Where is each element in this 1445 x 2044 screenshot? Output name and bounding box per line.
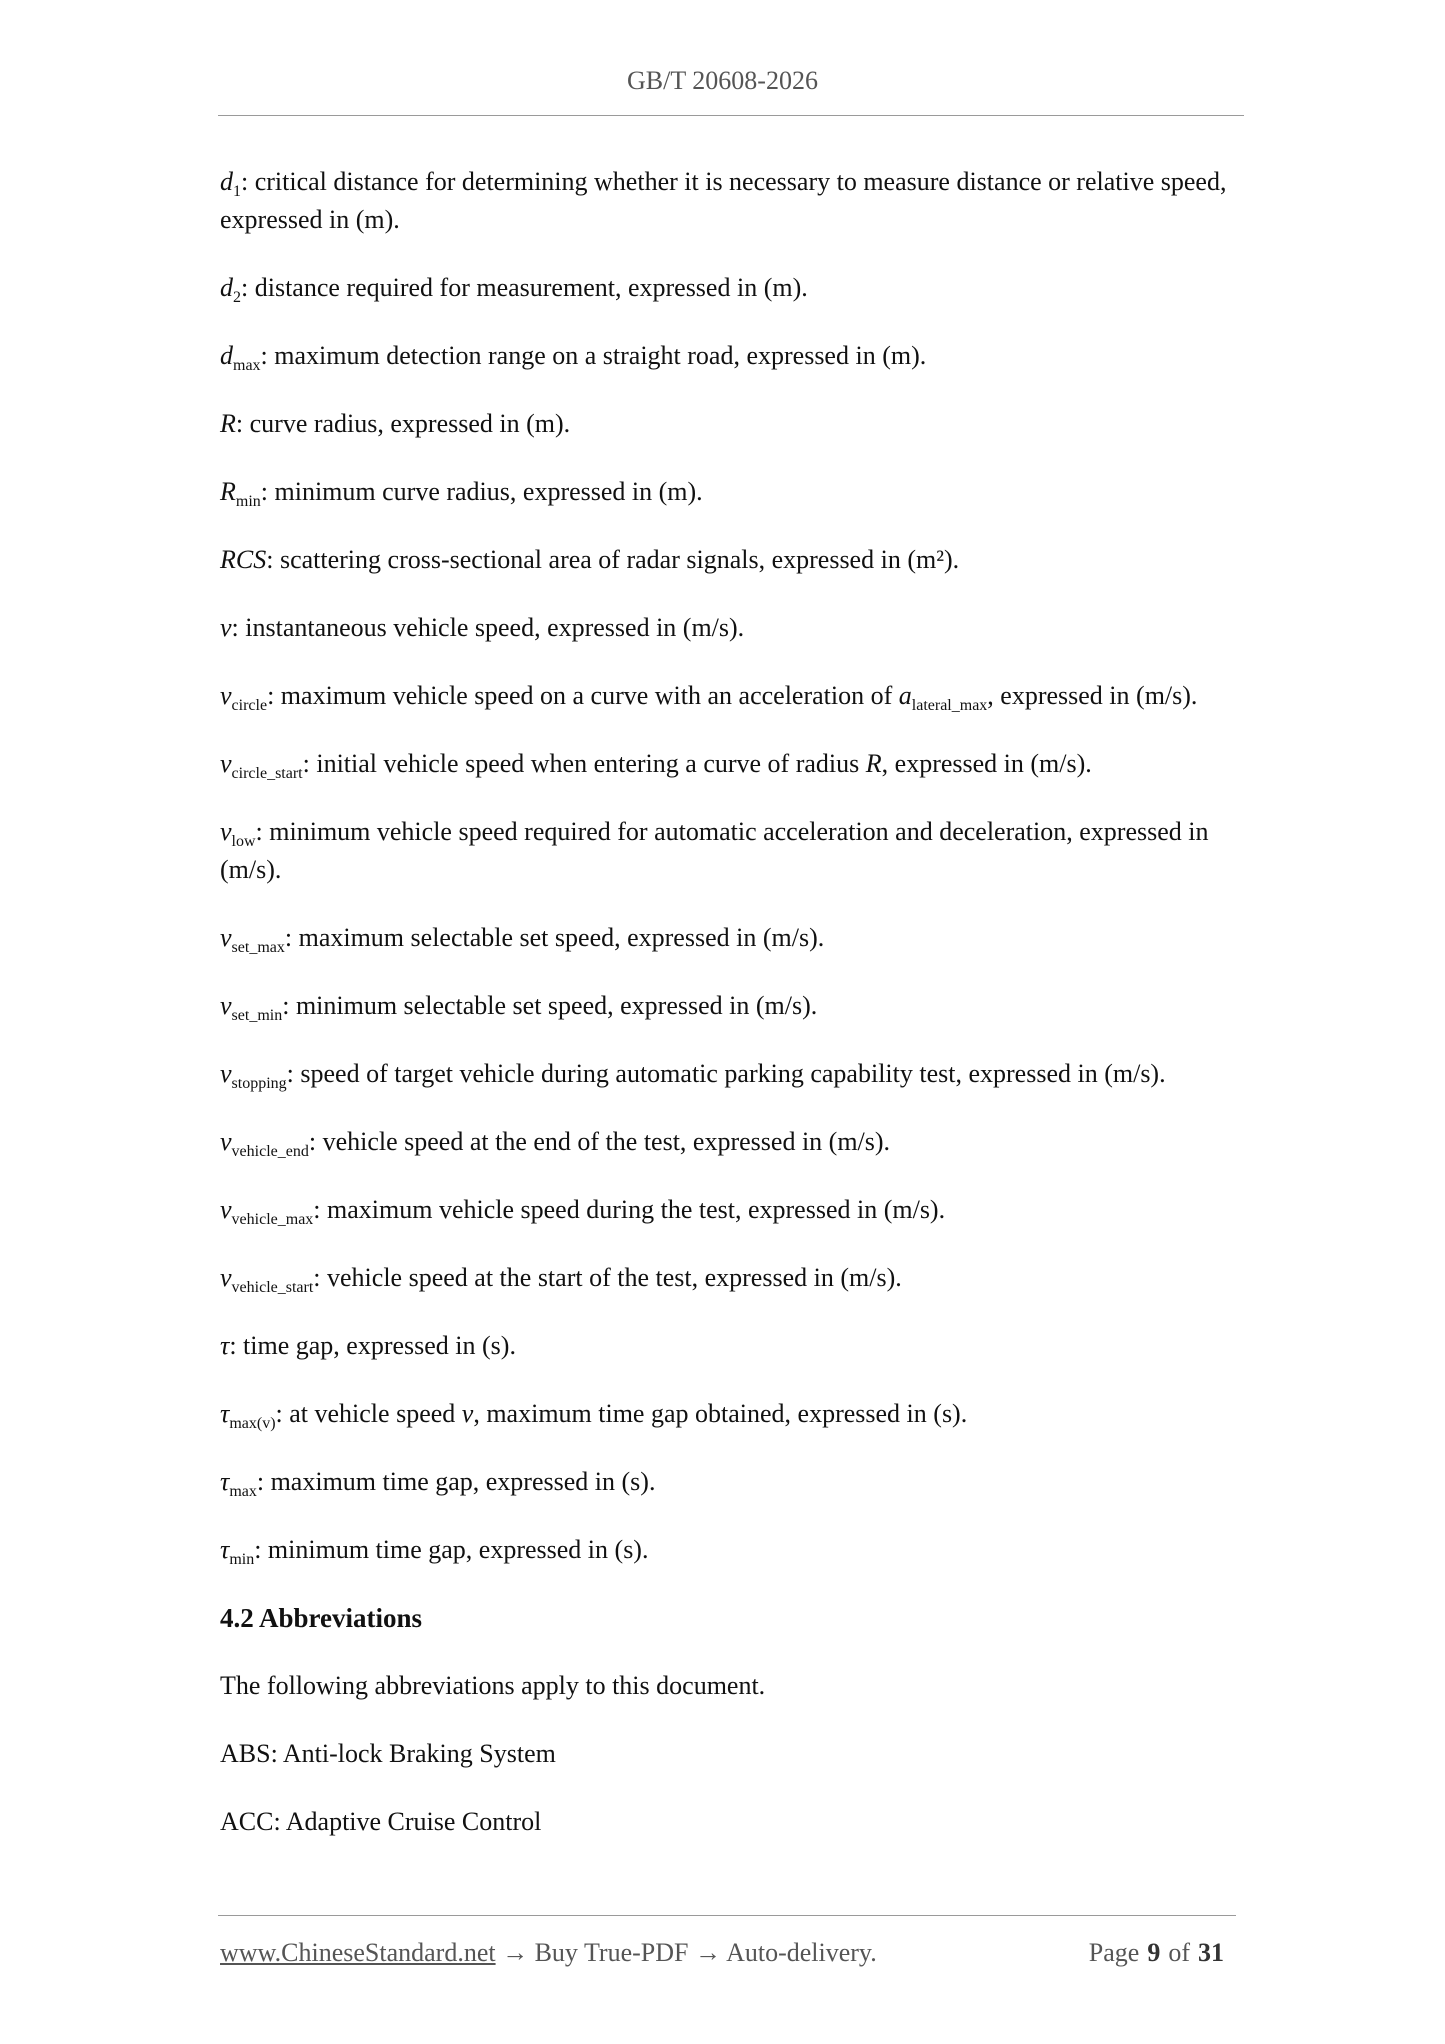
inline-symbol-subscript: lateral_max [911,697,988,714]
symbol-name: τ [220,1331,230,1360]
symbol-name: d [220,341,233,370]
symbol-description: : maximum vehicle speed during the test, expressed in (m/s). [313,1195,946,1224]
symbol-subscript: circle_start [231,765,303,782]
page-indicator [1089,1938,1232,1968]
symbol-name: τ [220,1535,230,1564]
symbol-definition [220,1395,1250,1433]
symbol-description: : initial vehicle speed when entering a curve of radius [302,749,866,778]
page-number: 9 [1147,1938,1161,1967]
symbol-name: τ [220,1467,230,1496]
symbol-definition [220,337,1250,375]
symbol-description: : minimum curve radius, expressed in (m). [260,477,703,506]
document-header: GB/T 20608-2026 [627,66,818,95]
symbol-name: v [220,817,232,846]
symbol-definition [220,987,1250,1025]
symbol-name: v [220,923,232,952]
website-link[interactable]: www.ChineseStandard.net [220,1938,496,1967]
symbol-description: : scattering cross-sectional area of radar signals, expressed in (m²). [266,545,960,574]
symbol-description: : curve radius, expressed in (m). [235,409,571,438]
symbol-description: : distance required for measurement, expressed in (m). [241,273,808,302]
symbol-definition [220,745,1250,783]
symbol-name: RCS [220,545,267,574]
symbol-name: v [220,1059,232,1088]
page-label: Page [1088,1938,1140,1967]
symbol-definition [220,1123,1250,1161]
symbol-definition [220,1259,1250,1297]
of-label: of [1168,1938,1190,1967]
header-divider [218,115,1244,116]
symbol-subscript: vehicle_end [231,1143,309,1160]
symbol-description: : speed of target vehicle during automatic parking capability test, expressed in (m/s). [286,1059,1166,1088]
symbol-description-tail: , expressed in (m/s). [881,749,1092,778]
abbreviation-item: ABS: Anti-lock Braking System [220,1739,556,1768]
symbol-name: v [220,991,232,1020]
symbol-subscript: min [235,493,261,510]
inline-symbol: v [461,1399,474,1428]
symbol-subscript: max [233,357,261,374]
symbol-definition [220,1463,1250,1501]
symbol-description: : minimum time gap, expressed in (s). [254,1535,649,1564]
footer-promo [220,1938,877,1968]
abbreviation-item: ACC: Adaptive Cruise Control [220,1807,542,1836]
symbol-subscript: 2 [233,289,241,306]
symbol-subscript: min [229,1551,255,1568]
symbol-subscript: set_max [231,939,285,956]
symbol-definition [220,1055,1250,1093]
symbol-name: d [220,167,233,196]
symbol-definition [220,677,1250,715]
symbol-name: v [220,1195,232,1224]
symbol-subscript: max(v) [229,1415,276,1432]
buy-pdf-text: → Buy True-PDF [495,1938,695,1967]
symbol-subscript: set_min [231,1007,283,1024]
symbol-subscript: low [231,833,256,850]
symbol-name: v [220,681,232,710]
symbol-definition [220,405,1250,443]
symbol-definition [220,919,1250,957]
symbol-description: : critical distance for determining whether it is necessary to measure distance or relative speed, expressed in (m). [220,167,1227,234]
symbol-description: : minimum selectable set speed, expressed in (m/s). [282,991,818,1020]
symbol-description: : maximum selectable set speed, expressed in (m/s). [284,923,825,952]
symbol-name: v [220,749,232,778]
symbol-name: τ [220,1399,230,1428]
inline-symbol: a [898,681,912,710]
symbol-definition [220,541,1250,579]
auto-delivery-text: → Auto-delivery. [695,1938,877,1967]
section-intro: The following abbreviations apply to this document. [220,1671,766,1700]
symbol-description: : minimum vehicle speed required for automatic acceleration and deceleration, expressed in (m/s). [220,817,1209,884]
symbol-subscript: vehicle_max [231,1211,314,1228]
symbol-definition [220,1327,1250,1365]
symbol-definition [220,269,1250,307]
symbol-definition [220,1191,1250,1229]
symbol-name: v [220,1263,232,1292]
symbol-subscript: stopping [231,1075,287,1092]
symbol-definition [220,813,1250,889]
symbol-name: v [220,613,232,642]
symbol-name: R [220,409,236,438]
symbol-description: : vehicle speed at the end of the test, expressed in (m/s). [308,1127,891,1156]
page-content [220,163,1250,1871]
symbol-definition [220,163,1250,239]
symbol-description: : maximum detection range on a straight road, expressed in (m). [260,341,927,370]
symbol-description-tail: , maximum time gap obtained, expressed in (s). [473,1399,968,1428]
symbol-description: : time gap, expressed in (s). [229,1331,516,1360]
page-footer [220,1938,1232,1978]
symbol-name: d [220,273,233,302]
symbol-definition [220,473,1250,511]
symbol-description: : maximum time gap, expressed in (s). [256,1467,656,1496]
footer-divider [218,1915,1236,1916]
symbol-name: R [220,477,236,506]
symbol-subscript: circle [231,697,268,714]
symbol-description: : at vehicle speed [275,1399,462,1428]
symbol-subscript: vehicle_start [231,1279,314,1296]
symbol-subscript: 1 [233,183,241,200]
symbol-subscript: max [229,1483,257,1500]
symbol-name: v [220,1127,232,1156]
symbol-definition [220,1531,1250,1569]
section-heading: 4.2 Abbreviations [220,1603,423,1633]
symbol-description-tail: , expressed in (m/s). [987,681,1198,710]
symbol-description: : instantaneous vehicle speed, expressed in (m/s). [231,613,745,642]
symbol-description: : vehicle speed at the start of the test, expressed in (m/s). [313,1263,902,1292]
symbol-list [220,163,1250,1569]
total-pages: 31 [1198,1938,1224,1967]
symbol-definition [220,609,1250,647]
symbol-description: : maximum vehicle speed on a curve with an acceleration of [267,681,899,710]
inline-symbol: R [865,749,882,778]
